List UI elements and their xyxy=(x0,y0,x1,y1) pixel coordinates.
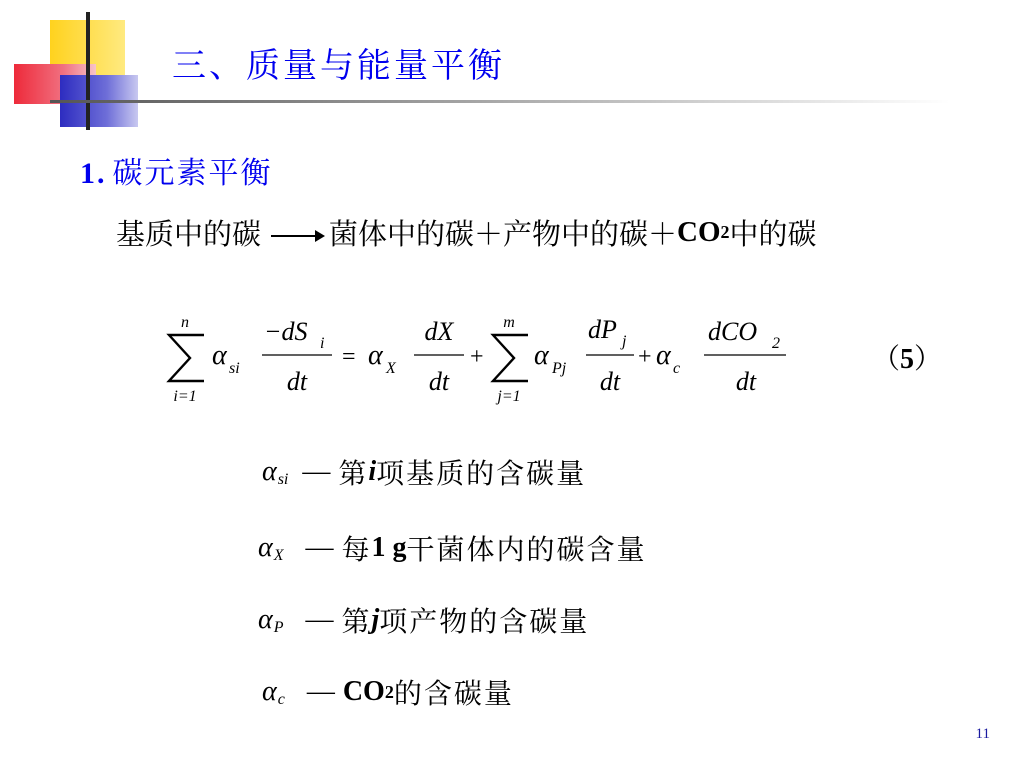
def-symbol-sub: c xyxy=(277,691,285,708)
relation-rhs-after: 中的碳 xyxy=(729,217,817,251)
def-symbol: α xyxy=(262,456,277,487)
def-text: 项产物的含碳量 xyxy=(379,605,590,638)
sum2-upper: m xyxy=(503,314,515,331)
def-symbol: α xyxy=(258,604,273,635)
definition-alpha-x xyxy=(258,528,647,568)
alpha-pj-sub: Pj xyxy=(552,360,567,377)
def-dash: — xyxy=(302,456,331,487)
def-dash: — xyxy=(306,676,335,707)
page-number: 11 xyxy=(975,726,990,742)
alpha-c: α xyxy=(656,340,671,371)
def-text: 项基质的含碳量 xyxy=(376,457,587,490)
term1-den: dt xyxy=(286,367,308,396)
equation-number xyxy=(872,337,942,377)
def-pre: 第 xyxy=(341,605,372,638)
term1-num: −dS xyxy=(264,317,308,346)
def-co-sub: 2 xyxy=(384,681,394,702)
def-text: 干菌体内的碳含量 xyxy=(406,533,647,566)
def-symbol: α xyxy=(262,676,277,707)
relation-co: CO xyxy=(677,216,721,248)
section-number: 1. xyxy=(80,157,107,190)
def-symbol: α xyxy=(258,532,273,563)
alpha-pj: α xyxy=(534,340,549,371)
term1-num-sub: i xyxy=(320,335,325,352)
deco-vertical-line xyxy=(86,12,90,130)
def-symbol-sub: X xyxy=(273,547,284,564)
def-pre: 第 xyxy=(338,457,369,490)
def-symbol-sub: P xyxy=(273,619,284,636)
term2-den: dt xyxy=(428,367,450,396)
def-pre: 每 xyxy=(341,533,372,566)
alpha-c-sub: c xyxy=(673,360,681,377)
sum-2 xyxy=(493,314,528,405)
eqnum-close: ） xyxy=(914,342,943,375)
term3-num: dP xyxy=(588,315,617,344)
section-heading xyxy=(80,148,273,192)
slide-title: 三、质量与能量平衡 xyxy=(172,46,505,86)
definition-alpha-si xyxy=(262,452,586,492)
term4-num: dCO xyxy=(708,317,758,346)
sum1-upper: n xyxy=(181,314,189,331)
deco-horizontal-line xyxy=(50,100,950,103)
definition-alpha-p xyxy=(258,600,589,640)
def-dash: — xyxy=(305,532,334,563)
plus-sign-2: + xyxy=(638,344,652,370)
sum1-lower: i=1 xyxy=(173,388,197,405)
sigma-2-icon xyxy=(493,335,528,381)
equals-sign: = xyxy=(342,344,356,370)
eqnum-open: （ xyxy=(872,342,901,375)
alpha-si: α xyxy=(212,340,227,371)
def-dash: — xyxy=(305,604,334,635)
relation-sub2: 2 xyxy=(720,222,730,242)
sigma-1-icon xyxy=(169,335,204,381)
carbon-balance-equation xyxy=(160,300,800,420)
def-var: i xyxy=(368,456,377,487)
def-co: CO xyxy=(342,676,385,707)
section-label: 碳元素平衡 xyxy=(112,156,273,191)
term3-num-sub: j xyxy=(622,333,627,350)
def-var: j xyxy=(371,604,380,635)
eqnum-value: 5 xyxy=(900,344,915,375)
definition-alpha-c xyxy=(262,672,514,712)
term4-den: dt xyxy=(735,367,757,396)
alpha-x: α xyxy=(368,340,383,371)
sum-1 xyxy=(169,314,204,405)
long-right-arrow-icon xyxy=(269,216,325,250)
term2-num: dX xyxy=(424,317,454,346)
alpha-x-sub: X xyxy=(386,360,396,377)
def-symbol-sub: si xyxy=(277,471,289,488)
term3-den: dt xyxy=(599,367,621,396)
alpha-si-sub: si xyxy=(229,360,240,377)
def-text: 的含碳量 xyxy=(393,677,514,710)
def-var: 1 g xyxy=(371,532,407,563)
header-decoration xyxy=(0,0,1024,140)
relation-lhs: 基质中的碳 xyxy=(116,217,262,251)
relation-rhs-before: 菌体中的碳＋产物中的碳＋ xyxy=(329,217,678,251)
carbon-relation xyxy=(116,212,817,253)
plus-sign-1: + xyxy=(470,344,484,370)
term4-num-sub: 2 xyxy=(772,335,780,352)
sum2-lower: j=1 xyxy=(497,388,521,405)
